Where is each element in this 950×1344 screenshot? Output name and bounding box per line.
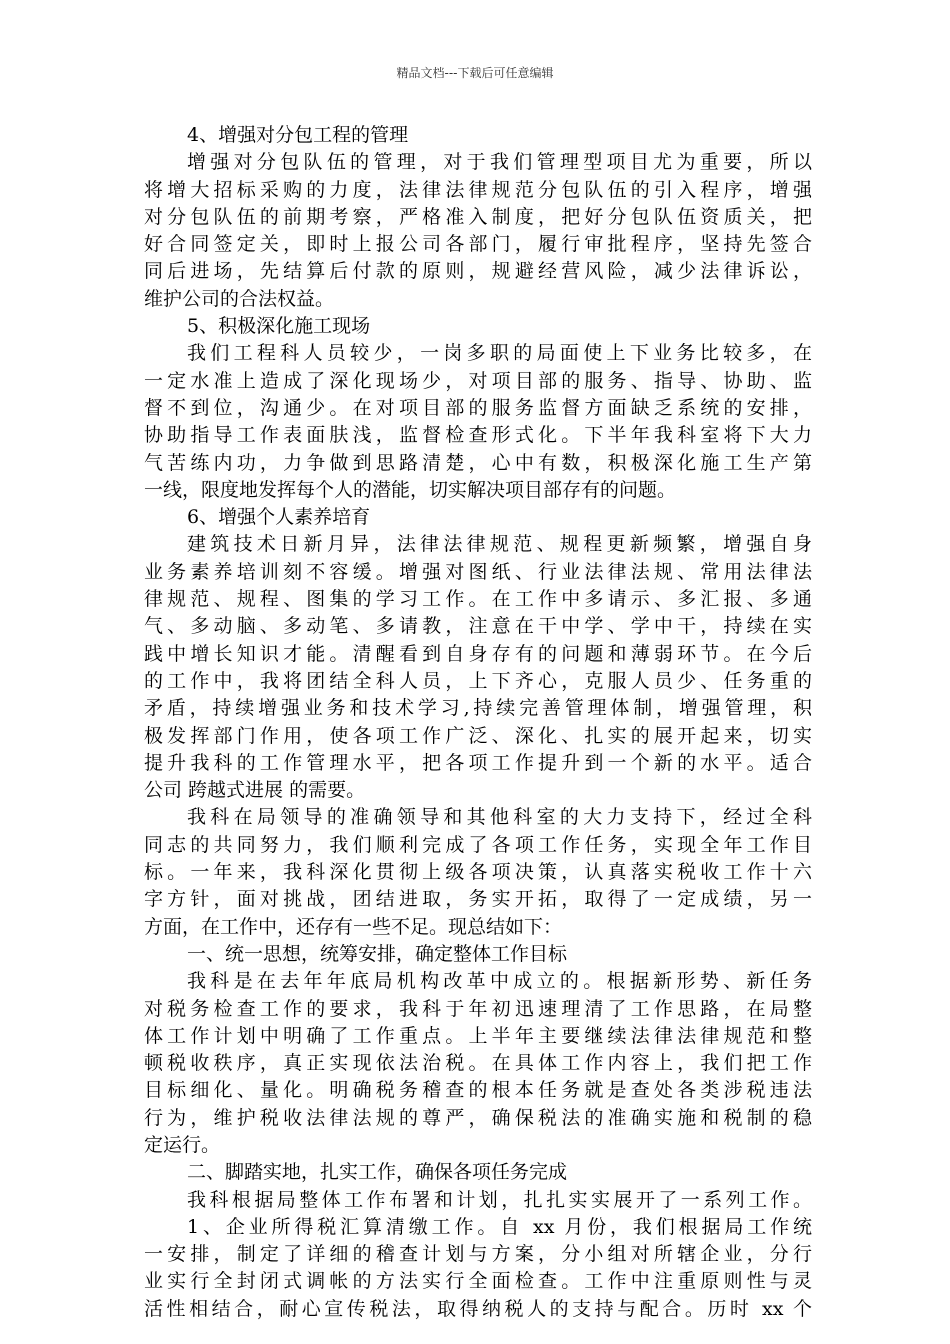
text-line: 对分包队伍的前期考察，严格准入制度，把好分包队伍资质关，把 — [144, 205, 812, 228]
text-line: 我科在局领导的准确领导和其他科室的大力支持下，经过全科 — [187, 806, 812, 829]
text-line: 字方针，面对挑战，团结进取，务实开拓，取得了一定成绩，另一 — [144, 888, 812, 911]
text-line: 同志的共同努力，我们顺利完成了各项工作任务，实现全年工作目 — [144, 833, 812, 856]
text-line: 对税务检查工作的要求，我科于年初迅速理清了工作思路，在局整 — [144, 997, 812, 1020]
text-line: 二、脚踏实地，扎实工作，确保各项任务完成 — [187, 1161, 568, 1184]
text-line: 1、企业所得税汇算清缴工作。自 xx 月份，我们根据局工作统 — [187, 1215, 812, 1238]
text-line: 一线，限度地发挥每个人的潜能，切实解决项目部存有的问题。 — [144, 478, 677, 501]
text-line: 将增大招标采购的力度，法律法律规范分包队伍的引入程序，增强 — [144, 178, 812, 201]
text-line: 目标细化、量化。明确税务稽查的根本任务就是查处各类涉税违法 — [144, 1079, 812, 1102]
text-line: 一安排，制定了详细的稽查计划与方案，分小组对所辖企业，分行 — [144, 1243, 812, 1266]
text-line: 4、增强对分包工程的管理 — [187, 124, 409, 146]
document-body — [144, 122, 812, 1323]
text-line: 律规范、规程、图集的学习工作。在工作中多请示、多汇报、多通 — [144, 588, 812, 611]
text-line: 气苦练内功，力争做到思路清楚，心中有数，积极深化施工生产第 — [144, 451, 812, 474]
text-line: 的工作中，我将团结全科人员，上下齐心，克服人员少、任务重的 — [144, 669, 812, 692]
text-line: 提升我科的工作管理水平，把各项工作提升到一个新的水平。适合 — [144, 751, 812, 774]
text-line: 一、统一思想，统筹安排，确定整体工作目标 — [187, 942, 568, 965]
text-line: 践中增长知识才能。清醒看到自身存有的问题和薄弱环节。在今后 — [144, 642, 812, 665]
text-line: 业实行全封闭式调帐的方法实行全面检查。工作中注重原则性与灵 — [144, 1270, 812, 1293]
text-line: 矛盾，持续增强业务和技术学习,持续完善管理体制，增强管理，积 — [144, 697, 812, 720]
text-line: 好合同签定关，即时上报公司各部门，履行审批程序，坚持先签合 — [144, 233, 812, 256]
text-line: 顿税收秩序，真正实现依法治税。在具体工作内容上，我们把工作 — [144, 1052, 812, 1075]
text-line: 方面，在工作中，还存有一些不足。现总结如下： — [144, 915, 563, 938]
text-line: 增强对分包队伍的管理，对于我们管理型项目尤为重要，所以 — [187, 151, 812, 174]
text-line: 气、多动脑、多动笔、多请教，注意在干中学、学中干，持续在实 — [144, 615, 812, 638]
text-line: 定运行。 — [144, 1133, 221, 1156]
text-line: 我科是在去年年底局机构改革中成立的。根据新形势、新任务 — [187, 970, 812, 993]
text-line: 标。一年来，我科深化贯彻上级各项决策，认真落实税收工作十六 — [144, 861, 812, 884]
text-line: 行为，维护税收法律法规的尊严，确保税法的准确实施和税制的稳 — [144, 1106, 812, 1129]
text-line: 建筑技术日新月异，法律法律规范、规程更新频繁，增强自身 — [187, 533, 812, 556]
text-line: 公司 跨越式进展 的需要。 — [144, 779, 366, 802]
text-line: 督不到位，沟通少。在对项目部的服务监督方面缺乏系统的安排， — [144, 396, 812, 419]
text-line: 极发挥部门作用，使各项工作广泛、深化、扎实的展开起来，切实 — [144, 724, 812, 747]
text-line: 6、增强个人素养培育 — [187, 506, 371, 529]
text-line: 活性相结合，耐心宣传税法，取得纳税人的支持与配合。历时 xx 个 — [144, 1297, 812, 1320]
text-line: 我科根据局整体工作布署和计划，扎扎实实展开了一系列工作。 — [187, 1188, 812, 1211]
text-line: 维护公司的合法权益。 — [144, 287, 335, 310]
text-line: 我们工程科人员较少，一岗多职的局面使上下业务比较多，在 — [187, 342, 812, 365]
text-line: 同后进场，先结算后付款的原则，规避经营风险，减少法律诉讼， — [144, 260, 812, 283]
text-line: 业务素养培训刻不容缓。增强对图纸、行业法律法规、常用法律法 — [144, 560, 812, 583]
text-line: 体工作计划中明确了工作重点。上半年主要继续法律法律规范和整 — [144, 1024, 812, 1047]
page-header: 精品文档---下载后可任意编辑 — [396, 66, 554, 80]
text-line: 一定水准上造成了深化现场少，对项目部的服务、指导、协助、监 — [144, 369, 812, 392]
text-line: 5、积极深化施工现场 — [187, 315, 371, 338]
text-line: 协助指导工作表面肤浅，监督检查形式化。下半年我科室将下大力 — [144, 424, 812, 447]
